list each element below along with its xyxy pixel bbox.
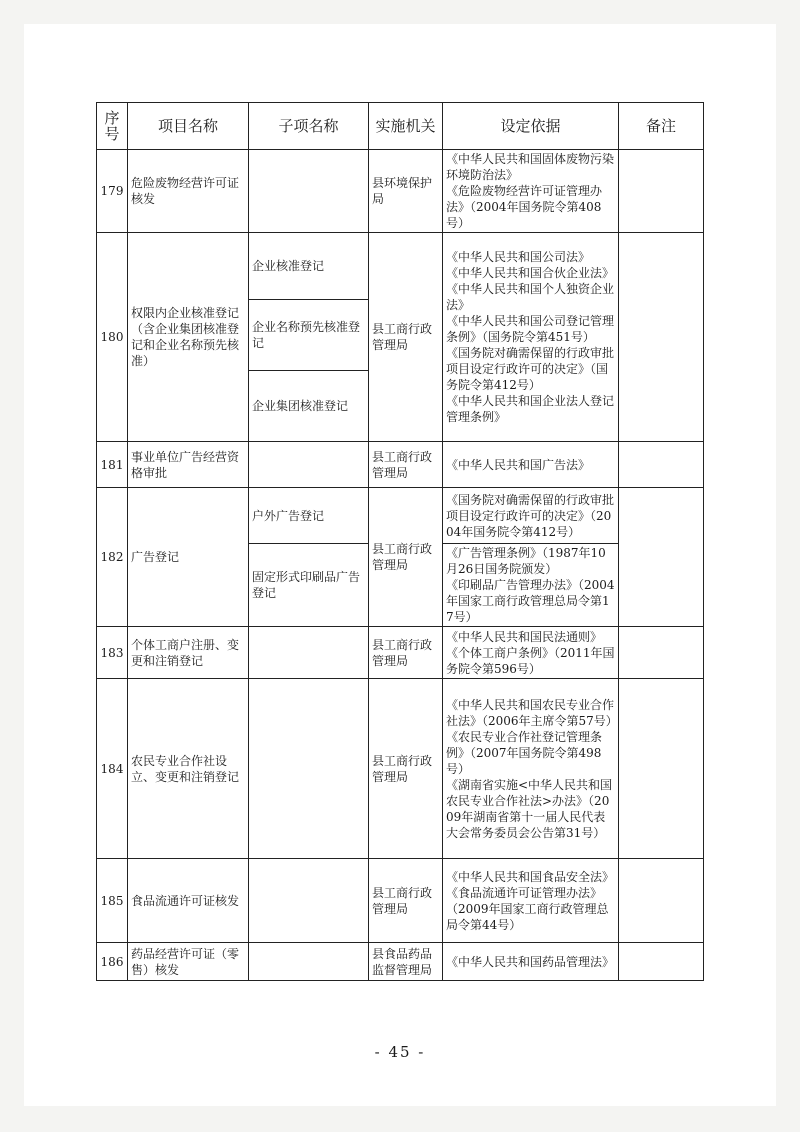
basis-law: 《国务院对确需保留的行政审批项目设定行政许可的决定》（国务院令第412号）: [446, 346, 615, 392]
row-basis: [443, 442, 619, 488]
row-remark: [619, 488, 704, 627]
row-agency: 县工商行政管理局: [369, 488, 443, 627]
row-remark: [619, 233, 704, 442]
row-item-name: 个体工商户注册、变更和注销登记: [128, 627, 249, 679]
basis-law: 《印刷品广告管理办法》（2004年国家工商行政管理总局令第17号）: [446, 578, 615, 624]
row-sub-item: [249, 859, 369, 943]
row-basis: [443, 150, 619, 233]
page-number: - 45 -: [374, 1043, 426, 1061]
basis-law: 《中华人民共和国民法通则》: [446, 629, 603, 644]
header-seq: 序号: [97, 103, 128, 150]
row-basis: [443, 488, 619, 544]
basis-law: 《食品流通许可证管理办法》（2009年国家工商行政管理总局令第44号）: [446, 885, 609, 932]
header-remark: 备注: [619, 103, 704, 150]
table-row: [97, 442, 704, 488]
header-item-name: 项目名称: [128, 103, 249, 150]
table-row: [97, 679, 704, 859]
row-sub-item: [249, 150, 369, 233]
row-sub-item: [249, 943, 369, 981]
row-basis: [443, 544, 619, 627]
basis-law: 《广告管理条例》（1987年10月26日国务院颁发）: [446, 546, 606, 576]
table-row: [97, 943, 704, 981]
row-seq: 185: [97, 859, 128, 943]
row-seq: 182: [97, 488, 128, 627]
row-sub-item: 企业名称预先核准登记: [249, 300, 369, 371]
row-remark: [619, 679, 704, 859]
basis-law: 《危险废物经营许可证管理办法》（2004年国务院令第408号）: [446, 184, 603, 230]
row-item-name: 危险废物经营许可证核发: [128, 150, 249, 233]
row-agency: 县工商行政管理局: [369, 233, 443, 442]
table-header-row: [97, 103, 704, 150]
row-seq: 186: [97, 943, 128, 981]
row-item-name: 广告登记: [128, 488, 249, 627]
row-agency: 县环境保护局: [369, 150, 443, 233]
header-sub-item: 子项名称: [249, 103, 369, 150]
basis-law: 《中华人民共和国公司登记管理条例》（国务院令第451号）: [446, 314, 615, 344]
basis-law: 《个体工商户条例》（2011年国务院令第596号）: [446, 645, 615, 676]
basis-law: 《湖南省实施<中华人民共和国农民专业合作社法>办法》（2009年湖南省第十一届人民代表大会常务委员会公告第31号）: [446, 777, 613, 840]
basis-law: 《中华人民共和国广告法》: [446, 457, 591, 472]
row-sub-item: [249, 679, 369, 859]
row-item-name: 权限内企业核准登记（含企业集团核准登记和企业名称预先核准）: [128, 233, 249, 442]
row-remark: [619, 627, 704, 679]
row-seq: 184: [97, 679, 128, 859]
table-row: [97, 233, 704, 300]
basis-law: 《中华人民共和国合伙企业法》: [446, 266, 615, 280]
row-remark: [619, 442, 704, 488]
table-row: [97, 150, 704, 233]
row-seq: 183: [97, 627, 128, 679]
row-seq: 179: [97, 150, 128, 233]
basis-law: 《国务院对确需保留的行政审批项目设定行政许可的决定》（2004年国务院令第412号）: [446, 492, 615, 539]
row-sub-item: 户外广告登记: [249, 488, 369, 544]
row-basis: [443, 627, 619, 679]
row-item-name: 药品经营许可证（零售）核发: [128, 943, 249, 981]
basis-law: 《中华人民共和国食品安全法》: [446, 869, 615, 884]
basis-law: 《中华人民共和国个人独资企业法》: [446, 282, 615, 312]
basis-law: 《中华人民共和国固体废物污染环境防治法》: [446, 152, 615, 182]
row-seq: 181: [97, 442, 128, 488]
row-remark: [619, 943, 704, 981]
row-item-name: 食品流通许可证核发: [128, 859, 249, 943]
row-sub-item: 固定形式印刷品广告登记: [249, 544, 369, 627]
header-agency: 实施机关: [369, 103, 443, 150]
row-basis: [443, 233, 619, 442]
basis-law: 《中华人民共和国药品管理法》: [446, 954, 615, 969]
row-seq: 180: [97, 233, 128, 442]
basis-law: 《中华人民共和国农民专业合作社法》（2006年主席令第57号）: [446, 697, 618, 728]
row-agency: 县工商行政管理局: [369, 679, 443, 859]
table-row: [97, 859, 704, 943]
permit-table: [96, 102, 704, 981]
basis-law: 《中华人民共和国企业法人登记管理条例》: [446, 394, 615, 424]
row-sub-item: 企业核准登记: [249, 233, 369, 300]
row-agency: 县工商行政管理局: [369, 442, 443, 488]
row-agency: 县食品药品监督管理局: [369, 943, 443, 981]
row-item-name: 事业单位广告经营资格审批: [128, 442, 249, 488]
row-sub-item: 企业集团核准登记: [249, 371, 369, 442]
row-agency: 县工商行政管理局: [369, 859, 443, 943]
basis-law: 《农民专业合作社登记管理条例》（2007年国务院令第498号）: [446, 729, 603, 776]
row-sub-item: [249, 627, 369, 679]
row-agency: 县工商行政管理局: [369, 627, 443, 679]
row-sub-item: [249, 442, 369, 488]
table-row: [97, 488, 704, 544]
table-row: [97, 627, 704, 679]
row-remark: [619, 150, 704, 233]
row-basis: [443, 679, 619, 859]
basis-law: 《中华人民共和国公司法》: [446, 250, 591, 264]
row-remark: [619, 859, 704, 943]
row-basis: [443, 943, 619, 981]
row-basis: [443, 859, 619, 943]
row-item-name: 农民专业合作社设立、变更和注销登记: [128, 679, 249, 859]
header-basis: 设定依据: [443, 103, 619, 150]
